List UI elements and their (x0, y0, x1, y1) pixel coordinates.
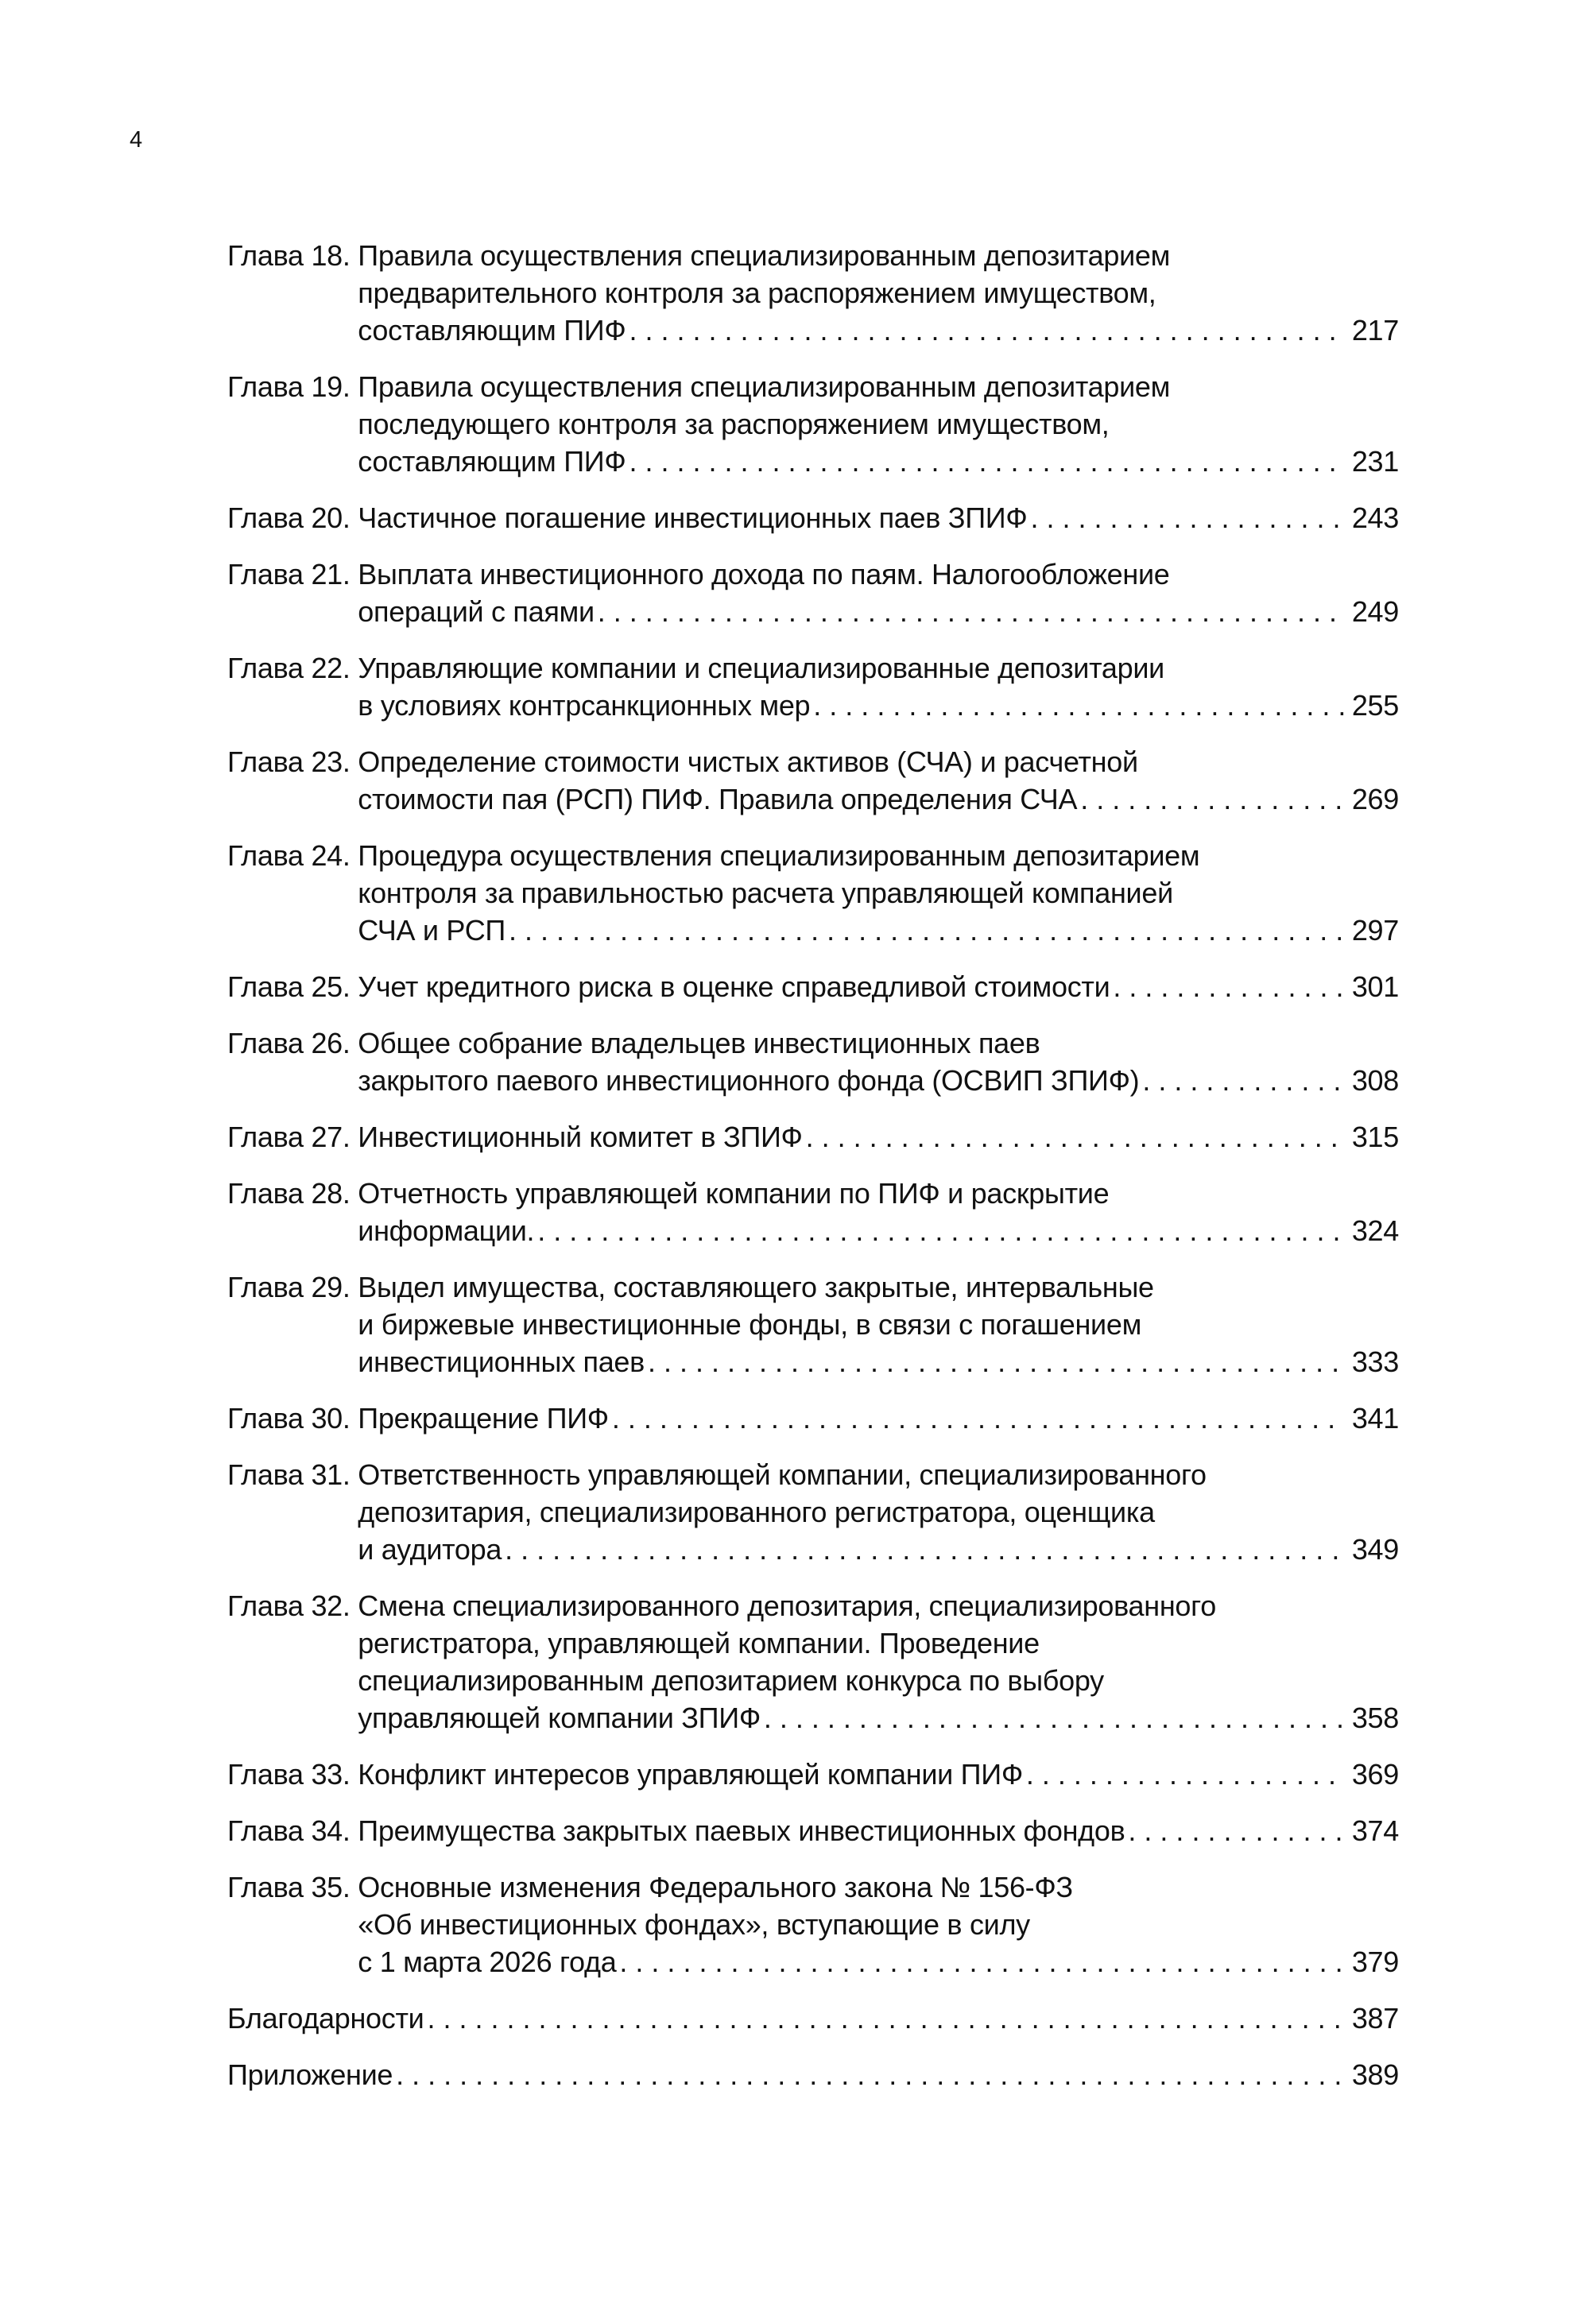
dot-leader (764, 1699, 1346, 1737)
title-line: Частичное погашение инвестиционных паев ЗПИФ (358, 501, 1028, 534)
chapter-title (358, 1175, 1399, 1249)
toc-entry[interactable] (227, 649, 1399, 724)
title-line: Инвестиционный комитет в ЗПИФ (358, 1121, 803, 1153)
toc-entry[interactable] (227, 1268, 1399, 1380)
dot-leader (612, 1400, 1346, 1437)
page-reference: 379 (1351, 1946, 1399, 1978)
chapter-number: Глава 33. (227, 1758, 358, 1791)
title-line: последующего контроля за распоряжением имуществом, (358, 408, 1110, 440)
title-line: Благодарности (227, 2002, 424, 2035)
title-last-line (358, 687, 1399, 724)
page-reference: 324 (1351, 1214, 1399, 1247)
chapter-number: Глава 21. (227, 558, 358, 590)
page-reference: 349 (1351, 1533, 1399, 1566)
toc-entry[interactable] (227, 1456, 1399, 1568)
chapter-title (358, 1868, 1399, 1981)
toc-entry[interactable] (227, 1756, 1399, 1793)
chapter-title (227, 2056, 1399, 2093)
toc-entry[interactable] (227, 837, 1399, 949)
chapter-number: Глава 31. (227, 1458, 358, 1491)
title-last-line (358, 499, 1399, 536)
title-last-line (358, 443, 1399, 480)
toc-entry[interactable] (227, 556, 1399, 630)
title-last-line (358, 780, 1399, 818)
title-line: составляющим ПИФ (358, 445, 626, 478)
toc-entry[interactable] (227, 237, 1399, 349)
chapter-title (358, 1400, 1399, 1437)
title-last-line (358, 1812, 1399, 1849)
title-line: информации. (358, 1214, 535, 1247)
dot-leader (598, 593, 1346, 630)
chapter-number: Глава 25. (227, 970, 358, 1003)
page-reference: 269 (1351, 783, 1399, 815)
chapter-number: Глава 35. (227, 1871, 358, 1903)
title-last-line (358, 1531, 1399, 1568)
toc-entry[interactable] (227, 1024, 1399, 1099)
title-line: Преимущества закрытых паевых инвестиционных фондов (358, 1814, 1125, 1847)
toc-entry[interactable] (227, 1400, 1399, 1437)
table-of-contents (227, 237, 1399, 2112)
chapter-title (358, 1268, 1399, 1380)
dot-leader (619, 1943, 1345, 1981)
title-line: и биржевые инвестиционные фонды, в связи с погашением (358, 1308, 1142, 1341)
toc-entry[interactable] (227, 1868, 1399, 1981)
title-line: Процедура осуществления специализированным депозитарием (358, 839, 1200, 872)
chapter-number: Глава 20. (227, 501, 358, 534)
chapter-number: Глава 22. (227, 652, 358, 684)
page-reference: 255 (1351, 689, 1399, 722)
dot-leader (629, 443, 1345, 480)
page-reference: 333 (1351, 1346, 1399, 1378)
chapter-title (358, 837, 1399, 949)
dot-leader (1128, 1812, 1345, 1849)
page-number: 4 (130, 127, 143, 153)
title-line: составляющим ПИФ (358, 314, 626, 347)
title-line: регистратора, управляющей компании. Проведение (358, 1627, 1040, 1659)
page-reference: 358 (1351, 1702, 1399, 1734)
dot-leader (427, 2000, 1345, 2037)
dot-leader (1142, 1062, 1345, 1099)
dot-leader (537, 1212, 1346, 1249)
page-reference: 217 (1351, 314, 1399, 347)
title-line: управляющей компании ЗПИФ (358, 1702, 761, 1734)
toc-entry[interactable] (227, 968, 1399, 1005)
toc-entry[interactable] (227, 743, 1399, 818)
toc-entry[interactable] (227, 2000, 1399, 2037)
title-line: Общее собрание владельцев инвестиционных паев (358, 1027, 1040, 1059)
chapter-number: Глава 28. (227, 1177, 358, 1210)
chapter-title (358, 1118, 1399, 1156)
title-last-line (358, 912, 1399, 949)
title-line: с 1 марта 2026 года (358, 1946, 617, 1978)
dot-leader (505, 1531, 1346, 1568)
title-last-line (358, 1118, 1399, 1156)
title-line: стоимости пая (РСП) ПИФ. Правила определения СЧА (358, 783, 1078, 815)
title-last-line (358, 1062, 1399, 1099)
chapter-number: Глава 29. (227, 1271, 358, 1303)
title-last-line (227, 2000, 1399, 2037)
toc-entry[interactable] (227, 1118, 1399, 1156)
title-line: Ответственность управляющей компании, специализированного (358, 1458, 1207, 1491)
chapter-number: Глава 34. (227, 1814, 358, 1847)
chapter-title (358, 556, 1399, 630)
chapter-number: Глава 32. (227, 1589, 358, 1622)
title-line: Конфликт интересов управляющей компании ПИФ (358, 1758, 1023, 1791)
title-last-line (358, 1212, 1399, 1249)
title-line: Управляющие компании и специализированные депозитарии (358, 652, 1164, 684)
title-last-line (227, 2056, 1399, 2093)
page-reference: 231 (1351, 445, 1399, 478)
title-line: Приложение (227, 2058, 393, 2091)
chapter-title (358, 968, 1399, 1005)
chapter-title (358, 1756, 1399, 1793)
title-line: Правила осуществления специализированным депозитарием (358, 239, 1171, 272)
chapter-title (358, 1456, 1399, 1568)
title-line: операций с паями (358, 595, 595, 628)
title-line: СЧА и РСП (358, 914, 506, 947)
page-reference: 315 (1351, 1121, 1399, 1153)
dot-leader (509, 912, 1346, 949)
dot-leader (813, 687, 1346, 724)
title-line: Основные изменения Федерального закона № 156-ФЗ (358, 1871, 1073, 1903)
title-line: Учет кредитного риска в оценке справедливой стоимости (358, 970, 1110, 1003)
chapter-title (358, 499, 1399, 536)
chapter-number: Глава 26. (227, 1027, 358, 1059)
chapter-title (358, 1024, 1399, 1099)
chapter-title (358, 649, 1399, 724)
toc-entry[interactable] (227, 1587, 1399, 1737)
toc-entry[interactable] (227, 368, 1399, 480)
title-line: Определение стоимости чистых активов (СЧА) и расчетной (358, 745, 1138, 778)
page-reference: 387 (1351, 2002, 1399, 2035)
toc-entry[interactable] (227, 499, 1399, 536)
title-line: депозитария, специализированного регистратора, оценщика (358, 1496, 1155, 1528)
title-line: Выплата инвестиционного дохода по паям. Налогообложение (358, 558, 1170, 590)
title-last-line (358, 593, 1399, 630)
page-reference: 374 (1351, 1814, 1399, 1847)
title-line: закрытого паевого инвестиционного фонда (ОСВИП ЗПИФ) (358, 1064, 1140, 1097)
title-line: Отчетность управляющей компании по ПИФ и раскрытие (358, 1177, 1110, 1210)
dot-leader (648, 1343, 1346, 1380)
chapter-number: Глава 27. (227, 1121, 358, 1153)
title-last-line (358, 1699, 1399, 1737)
dot-leader (1113, 968, 1345, 1005)
toc-entry[interactable] (227, 1175, 1399, 1249)
chapter-title (358, 368, 1399, 480)
dot-leader (396, 2056, 1346, 2093)
title-last-line (358, 1943, 1399, 1981)
chapter-title (358, 237, 1399, 349)
title-line: инвестиционных паев (358, 1346, 645, 1378)
chapter-number: Глава 23. (227, 745, 358, 778)
title-line: Выдел имущества, составляющего закрытые, интервальные (358, 1271, 1154, 1303)
dot-leader (629, 312, 1345, 349)
chapter-number: Глава 30. (227, 1402, 358, 1435)
toc-entry[interactable] (227, 2056, 1399, 2093)
dot-leader (1080, 780, 1346, 818)
chapter-title (227, 2000, 1399, 2037)
chapter-title (358, 743, 1399, 818)
page-reference: 389 (1351, 2058, 1399, 2091)
dot-leader (806, 1118, 1346, 1156)
title-line: контроля за правильностью расчета управляющей компанией (358, 877, 1173, 909)
title-last-line (358, 1756, 1399, 1793)
title-last-line (358, 1343, 1399, 1380)
page-reference: 308 (1351, 1064, 1399, 1097)
page-reference: 249 (1351, 595, 1399, 628)
title-last-line (358, 1400, 1399, 1437)
title-line: Смена специализированного депозитария, специализированного (358, 1589, 1216, 1622)
dot-leader (1030, 499, 1345, 536)
page-reference: 297 (1351, 914, 1399, 947)
page-reference: 369 (1351, 1758, 1399, 1791)
toc-entry[interactable] (227, 1812, 1399, 1849)
chapter-title (358, 1812, 1399, 1849)
chapter-title (358, 1587, 1399, 1737)
chapter-number: Глава 19. (227, 370, 358, 403)
title-last-line (358, 312, 1399, 349)
dot-leader (1026, 1756, 1346, 1793)
page-reference: 301 (1351, 970, 1399, 1003)
title-line: специализированным депозитарием конкурса по выбору (358, 1664, 1104, 1697)
chapter-number: Глава 18. (227, 239, 358, 272)
title-line: «Об инвестиционных фондах», вступающие в силу (358, 1908, 1030, 1941)
title-line: в условиях контрсанкционных мер (358, 689, 811, 722)
title-line: предварительного контроля за распоряжением имуществом, (358, 277, 1156, 309)
page-reference: 243 (1351, 501, 1399, 534)
title-line: Правила осуществления специализированным депозитарием (358, 370, 1171, 403)
chapter-number: Глава 24. (227, 839, 358, 872)
title-last-line (358, 968, 1399, 1005)
page-reference: 341 (1351, 1402, 1399, 1435)
title-line: и аудитора (358, 1533, 502, 1566)
title-line: Прекращение ПИФ (358, 1402, 609, 1435)
